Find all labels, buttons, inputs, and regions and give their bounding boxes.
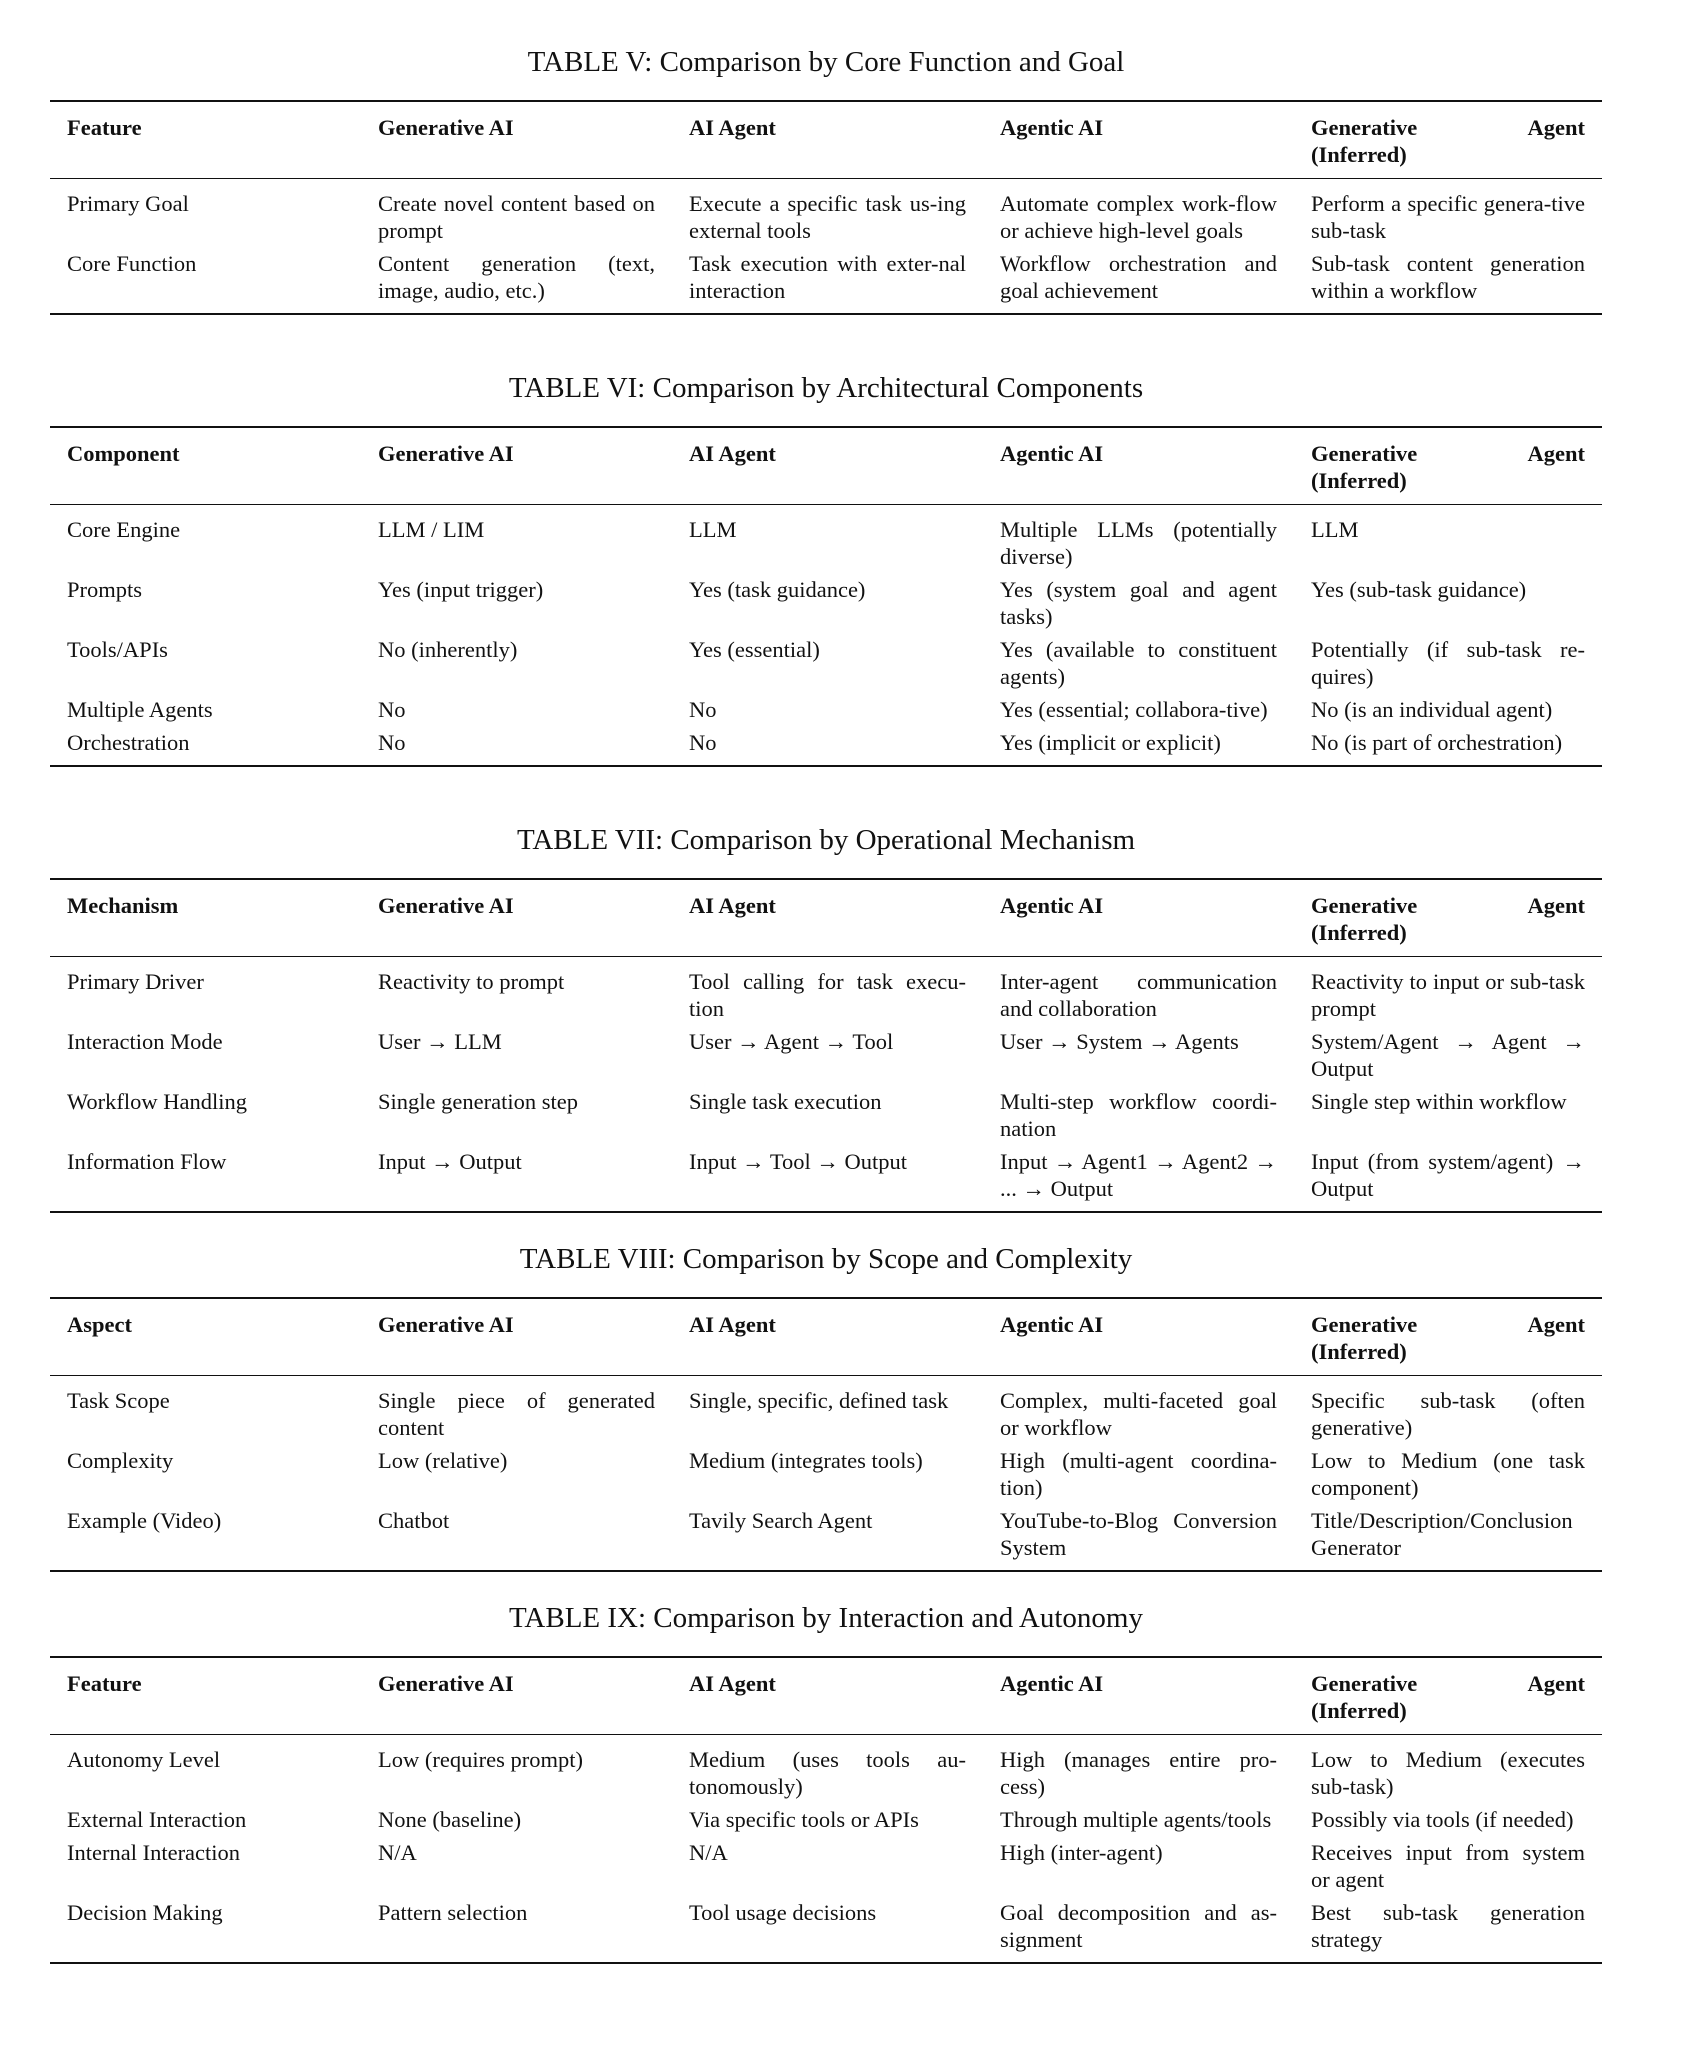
table-cell: Single task execution xyxy=(689,1089,882,1114)
column-header-word: Generative xyxy=(1311,893,1418,918)
table-cell: Goal decomposition and as-signment xyxy=(983,1899,1294,1963)
table-cell: Yes (available to constituent agents) xyxy=(1000,637,1277,689)
table-cell: Perform a specific genera-tive sub-task xyxy=(1311,191,1585,243)
table-cell: Tool calling for task execu-tion xyxy=(689,969,966,1021)
column-header-word: (Inferred) xyxy=(1311,1339,1407,1364)
row-label: Primary Driver xyxy=(67,969,204,994)
table-v xyxy=(50,42,1602,315)
table-cell: Through multiple agents/tools xyxy=(1000,1807,1272,1832)
table-cell: Content generation (text, image, audio, etc.) xyxy=(361,250,672,314)
table-cell: High (manages entire pro-cess) xyxy=(1000,1747,1277,1799)
row-label: Decision Making xyxy=(50,1899,361,1963)
table-cell: Input → Agent1 → Agent2 → ... → Output xyxy=(983,1148,1294,1212)
table-cell: No xyxy=(689,697,717,722)
column-header: Feature xyxy=(50,1657,361,1735)
table-cell: System/Agent → Agent → Output xyxy=(1311,1029,1585,1081)
table-cell: Multi-step workflow coordi-nation xyxy=(1000,1089,1277,1141)
table-ix xyxy=(50,1598,1602,1964)
table-header-row xyxy=(50,427,1602,505)
row-label: Task Scope xyxy=(67,1388,170,1413)
table-cell: Reactivity to prompt xyxy=(378,969,565,994)
column-header xyxy=(1294,101,1602,179)
column-header-word: Generative xyxy=(1311,1671,1418,1696)
table-cell: Single step within workflow xyxy=(1311,1089,1567,1114)
table-cell: Medium (uses tools au-tonomously) xyxy=(689,1747,966,1799)
column-header: Agentic AI xyxy=(983,879,1294,957)
row-label: Complexity xyxy=(67,1448,174,1473)
table-cell: Receives input from system or agent xyxy=(1311,1840,1585,1892)
table-cell: Automate complex work-flow or achieve high-level goals xyxy=(1000,191,1277,243)
table-row xyxy=(50,179,1602,251)
column-header-word: Agent xyxy=(1527,115,1585,140)
column-header: Generative AI xyxy=(361,101,672,179)
table-row xyxy=(50,957,1602,1029)
table-cell: YouTube-to-Blog Conversion System xyxy=(983,1507,1294,1571)
table-cell: Yes (system goal and agent tasks) xyxy=(1000,577,1277,629)
table-row xyxy=(50,696,1602,729)
table-cell: None (baseline) xyxy=(378,1807,522,1832)
table-cell: Pattern selection xyxy=(361,1899,672,1963)
table-row xyxy=(50,576,1602,636)
column-header-word: (Inferred) xyxy=(1311,920,1407,945)
row-label: Workflow Handling xyxy=(67,1089,248,1114)
column-header-word: Generative xyxy=(1311,441,1418,466)
column-header xyxy=(1294,427,1602,505)
column-header: AI Agent xyxy=(672,1298,983,1376)
table-row xyxy=(50,729,1602,766)
row-label: Tools/APIs xyxy=(67,637,168,662)
table-cell: No (is part of orchestration) xyxy=(1294,729,1602,766)
table-row xyxy=(50,505,1602,577)
column-header-word: Generative xyxy=(1311,115,1418,140)
column-header: Agentic AI xyxy=(983,1657,1294,1735)
table-cell: N/A xyxy=(689,1840,728,1865)
table-cell: High (multi-agent coordina-tion) xyxy=(1000,1448,1277,1500)
table-cell: Via specific tools or APIs xyxy=(689,1807,919,1832)
table-cell: No (inherently) xyxy=(378,637,518,662)
table-cell: No xyxy=(361,729,672,766)
table-row xyxy=(50,1148,1602,1212)
table-cell: Input → Output xyxy=(361,1148,672,1212)
comparison-table xyxy=(50,1297,1602,1572)
row-label: Example (Video) xyxy=(50,1507,361,1571)
table-cell: User → System → Agents xyxy=(1000,1029,1239,1054)
comparison-table xyxy=(50,426,1602,767)
table-cell: Input → Tool → Output xyxy=(672,1148,983,1212)
column-header: AI Agent xyxy=(672,427,983,505)
row-label: Prompts xyxy=(67,577,143,602)
column-header: AI Agent xyxy=(672,879,983,957)
table-cell: LLM / LIM xyxy=(378,517,485,542)
table-header-row xyxy=(50,1298,1602,1376)
table-cell: Input (from system/agent) → Output xyxy=(1294,1148,1602,1212)
table-header-row xyxy=(50,1657,1602,1735)
table-row xyxy=(50,1507,1602,1571)
table-row xyxy=(50,1806,1602,1839)
column-header: Generative AI xyxy=(361,879,672,957)
table-cell: Best sub-task generation strategy xyxy=(1294,1899,1602,1963)
table-caption: TABLE VI: Comparison by Architectural Components xyxy=(508,372,1144,404)
table-viii xyxy=(50,1239,1602,1572)
table-row xyxy=(50,1088,1602,1148)
column-header xyxy=(1294,1657,1602,1735)
column-header-word: Generative xyxy=(1311,1312,1418,1337)
row-label: Information Flow xyxy=(50,1148,361,1212)
row-label: Interaction Mode xyxy=(67,1029,223,1054)
table-cell: Yes (input trigger) xyxy=(378,577,544,602)
table-cell: Single, specific, defined task xyxy=(689,1388,949,1413)
column-header-word: Agent xyxy=(1527,441,1585,466)
row-label: Multiple Agents xyxy=(67,697,213,722)
column-header: AI Agent xyxy=(672,101,983,179)
table-row xyxy=(50,1376,1602,1448)
row-label: External Interaction xyxy=(67,1807,247,1832)
table-cell: Reactivity to input or sub-task prompt xyxy=(1311,969,1585,1021)
column-header: Agentic AI xyxy=(983,1298,1294,1376)
table-cell: User → LLM xyxy=(378,1029,502,1054)
table-row xyxy=(50,1899,1602,1963)
row-label: Internal Interaction xyxy=(67,1840,241,1865)
table-caption: TABLE V: Comparison by Core Function and Goal xyxy=(527,46,1125,78)
comparison-table xyxy=(50,1656,1602,1964)
column-header: Generative AI xyxy=(361,1298,672,1376)
table-cell: Single generation step xyxy=(378,1089,578,1114)
row-label: Orchestration xyxy=(50,729,361,766)
table-cell: Yes (sub-task guidance) xyxy=(1311,577,1527,602)
table-cell: Sub-task content generation within a workflow xyxy=(1294,250,1602,314)
table-cell: Create novel content based on prompt xyxy=(378,191,655,243)
table-cell: Complex, multi-faceted goal or workflow xyxy=(1000,1388,1277,1440)
table-cell: High (inter-agent) xyxy=(1000,1840,1163,1865)
column-header: Mechanism xyxy=(50,879,361,957)
comparison-table xyxy=(50,878,1602,1213)
column-header-word: Agent xyxy=(1527,1312,1585,1337)
table-cell: Single piece of generated content xyxy=(378,1388,655,1440)
table-cell: Tavily Search Agent xyxy=(672,1507,983,1571)
table-header-row xyxy=(50,879,1602,957)
column-header: Agentic AI xyxy=(983,101,1294,179)
row-label: Autonomy Level xyxy=(67,1747,221,1772)
column-header-word: Agent xyxy=(1527,893,1585,918)
table-cell: Tool usage decisions xyxy=(672,1899,983,1963)
table-cell: Potentially (if sub-task re-quires) xyxy=(1311,637,1585,689)
column-header: Agentic AI xyxy=(983,427,1294,505)
column-header-word: (Inferred) xyxy=(1311,468,1407,493)
table-cell: Title/Description/Conclusion Generator xyxy=(1294,1507,1602,1571)
table-cell: Yes (essential) xyxy=(689,637,820,662)
table-row xyxy=(50,250,1602,314)
table-cell: No xyxy=(672,729,983,766)
table-row xyxy=(50,636,1602,696)
column-header: Component xyxy=(50,427,361,505)
table-cell: Low to Medium (executes sub-task) xyxy=(1311,1747,1585,1799)
table-row xyxy=(50,1447,1602,1507)
table-cell: No (is an individual agent) xyxy=(1311,697,1553,722)
table-cell: User → Agent → Tool xyxy=(689,1029,894,1054)
table-cell: Low (relative) xyxy=(378,1448,508,1473)
column-header: AI Agent xyxy=(672,1657,983,1735)
column-header xyxy=(1294,1298,1602,1376)
table-cell: Workflow orchestration and goal achievement xyxy=(983,250,1294,314)
table-cell: Yes (implicit or explicit) xyxy=(983,729,1294,766)
table-vii xyxy=(50,820,1602,1213)
column-header: Aspect xyxy=(50,1298,361,1376)
table-vi xyxy=(50,368,1602,767)
column-header: Feature xyxy=(50,101,361,179)
row-label: Primary Goal xyxy=(67,191,189,216)
table-caption: TABLE VII: Comparison by Operational Mechanism xyxy=(516,824,1136,856)
column-header-word: (Inferred) xyxy=(1311,1698,1407,1723)
column-header: Generative AI xyxy=(361,427,672,505)
table-header-row xyxy=(50,101,1602,179)
table-cell: Specific sub-task (often generative) xyxy=(1311,1388,1585,1440)
table-cell: Yes (task guidance) xyxy=(689,577,866,602)
column-header: Generative AI xyxy=(361,1657,672,1735)
table-cell: LLM xyxy=(1311,517,1359,542)
table-cell: Possibly via tools (if needed) xyxy=(1311,1807,1574,1832)
table-row xyxy=(50,1735,1602,1807)
table-cell: Chatbot xyxy=(361,1507,672,1571)
table-cell: LLM xyxy=(689,517,737,542)
table-cell: No xyxy=(378,697,406,722)
table-cell: Multiple LLMs (potentially diverse) xyxy=(1000,517,1277,569)
table-row xyxy=(50,1028,1602,1088)
table-cell: Execute a specific task us-ing external tools xyxy=(689,191,966,243)
table-caption: TABLE VIII: Comparison by Scope and Complexity xyxy=(519,1243,1133,1275)
column-header-word: Agent xyxy=(1527,1671,1585,1696)
column-header xyxy=(1294,879,1602,957)
comparison-table xyxy=(50,100,1602,315)
table-cell: Task execution with exter-nal interaction xyxy=(672,250,983,314)
row-label: Core Engine xyxy=(67,517,181,542)
table-caption: TABLE IX: Comparison by Interaction and Autonomy xyxy=(509,1602,1143,1634)
table-cell: Inter-agent communication and collaboration xyxy=(1000,969,1277,1021)
table-cell: N/A xyxy=(378,1840,417,1865)
table-cell: Low (requires prompt) xyxy=(378,1747,583,1772)
table-cell: Yes (essential; collabora-tive) xyxy=(1000,697,1268,722)
row-label: Core Function xyxy=(50,250,361,314)
table-cell: Low to Medium (one task component) xyxy=(1311,1448,1585,1500)
table-row xyxy=(50,1839,1602,1899)
table-cell: Medium (integrates tools) xyxy=(689,1448,923,1473)
column-header-word: (Inferred) xyxy=(1311,142,1407,167)
